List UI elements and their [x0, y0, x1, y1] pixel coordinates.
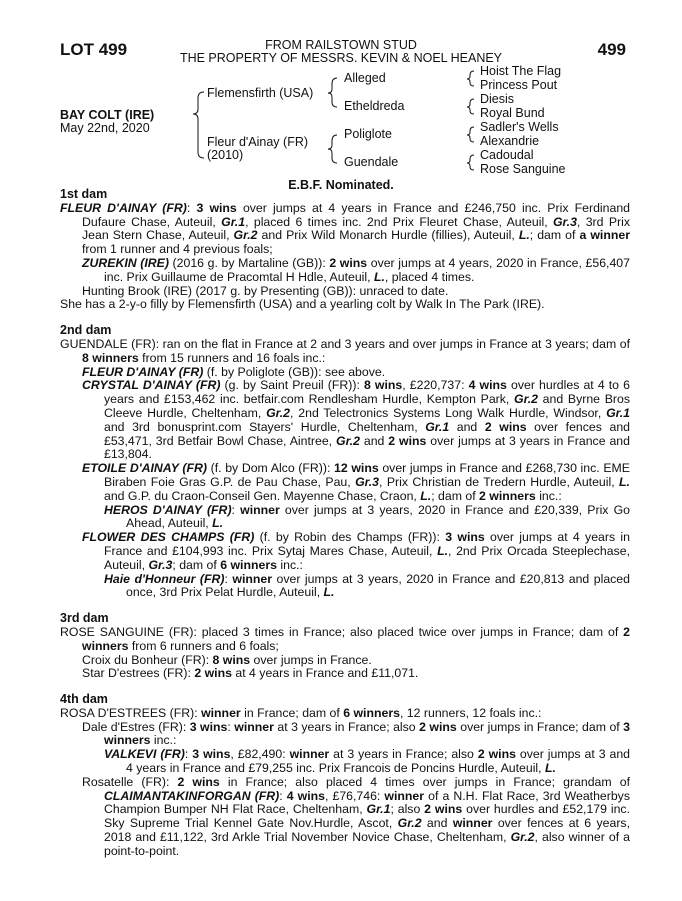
stud-name: FROM RAILSTOWN STUD — [265, 38, 417, 52]
third-dam-heading: 3rd dam — [60, 611, 109, 626]
first-dam-produce-hunting-brook: Hunting Brook (IRE) (2017 g. by Presenting (GB)): unraced to date. — [82, 283, 449, 298]
pedigree-bracket-dam — [328, 135, 337, 163]
pedigree-sire-dam: Etheldreda — [344, 99, 405, 113]
first-dam-entry: FLEUR D'AINAY (FR): 3 wins over jumps at 4 years in France and £246,750 inc. Prix Ferdinand Dufaure Chase, Auteuil, Gr.1, placed 6 times inc. 2nd Prix Fleuret Chase, Auteuil, Gr.3, 3rd Prix Jean Stern Chase, Auteuil, Gr.2 and Prix Wild Monarch Hurdle (fillies), Auteuil, L.; dam of a winner from 1 runner and 4 previous foals; — [60, 200, 631, 257]
fourth-dam-grandproduce-valkevi: VALKEVI (FR): 3 wins, £82,490: winner at 3 years in France; also 2 wins over jumps at 3 and 4 years in France and £79,255 inc. Prix Francois de Poncins Hurdle, Auteuil, L. — [104, 747, 631, 776]
property-line: THE PROPERTY OF MESSRS. KEVIN & NOEL HEANEY — [179, 51, 503, 65]
second-dam-heading: 2nd dam — [60, 323, 112, 338]
second-dam-grandproduce-haie: Haie d'Honneur (FR): winner over jumps at 3 years, 2020 in France and £20,813 and placed once, 3rd Prix Pelat Hurdle, Auteuil, L. — [104, 571, 630, 600]
pedigree-sdd: Royal Bund — [480, 106, 545, 120]
second-dam-produce-flower: FLOWER DES CHAMPS (FR) (f. by Robin des Champs (FR)): 3 wins over jumps at 4 years in France and £104,993 inc. Prix Sytaj Mares Chase, Auteuil, L., 2nd Prix Orcada Steeplechase, Auteuil, Gr.3; dam of 6 winners inc.: — [82, 530, 630, 572]
first-dam-younger-produce: She has a 2-y-o filly by Flemensfirth (USA) and a yearling colt by Walk In The Park (IRE). — [60, 297, 545, 312]
pedigree-brackets — [0, 0, 682, 190]
pedigree-sire: Flemensfirth (USA) — [207, 86, 314, 100]
third-dam-produce-croix: Croix du Bonheur (FR): 8 wins over jumps in France. — [82, 652, 372, 667]
lot-number: 499 — [597, 40, 626, 59]
pedigree-ddd: Rose Sanguine — [480, 162, 566, 176]
ebf-nominated: E.B.F. Nominated. — [288, 178, 394, 192]
second-dam-produce-etoile: ETOILE D'AINAY (FR) (f. by Dom Alco (FR)): 12 wins over jumps in France and £268,730 inc. EME Biraben Foie Gras G.P. de Pau Chase, Pau, Gr.3, Prix Christian de Tredern Hurdle, Auteuil, L. and G.P. du Craon-Conseil Gen. Mayenne Chase, Craon, L.; dam of 2 winners inc.: — [82, 461, 630, 503]
pedigree-bracket-ds — [467, 127, 474, 142]
fourth-dam-produce-dale: Dale d'Estres (FR): 3 wins: winner at 3 years in France; also 2 wins over jumps in France; dam of 3 winners inc.: — [82, 719, 631, 748]
horse-description: BAY COLT (IRE) — [60, 108, 155, 122]
pedigree-sds: Diesis — [480, 92, 515, 106]
fourth-dam-produce-rosatelle: Rosatelle (FR): 2 wins in France; also placed 4 times over jumps in France; grandam of CLAIMANTAKINFORGAN (FR): 4 wins, £76,746: winner of a N.H. Flat Race, 3rd Weatherbys Champion Bumper NH Flat Race, Cheltenham, Gr.1; also 2 wins over hurdles and £52,179 inc. Sky Supreme Trial Kennel Gate Nov.Hurdle, Ascot, Gr.2 and winner over fences at 6 years, 2018 and £11,122, 3rd Arkle Trial November Novice Chase, Cheltenham, Gr.2, also winner of a point-to-point. — [82, 774, 630, 858]
third-dam-entry: ROSE SANGUINE (FR): placed 3 times in France; also placed twice over jumps in France; dam of 2 winners from 6 runners and 6 foals; — [60, 624, 630, 653]
second-dam-grandproduce-heros: HEROS D'AINAY (FR): winner over jumps at 3 years, 2020 in France and £20,339, Prix Go Ahead, Auteuil, L. — [104, 502, 631, 531]
lot-label: LOT 499 — [60, 40, 128, 59]
pedigree-bracket-ss — [467, 71, 474, 86]
pedigree-sire-sire: Alleged — [344, 71, 386, 85]
pedigree-dam-sire: Poliglote — [344, 127, 392, 141]
pedigree-dam-year: (2010) — [207, 148, 244, 162]
fourth-dam-entry: ROSA D'ESTREES (FR): winner in France; dam of 6 winners, 12 runners, 12 foals inc.: — [60, 705, 542, 720]
pedigree-bracket-sd — [467, 99, 474, 114]
horse-foaled-date: May 22nd, 2020 — [60, 121, 150, 135]
pedigree-sss: Hoist The Flag — [480, 64, 562, 78]
pedigree-bracket-dd — [467, 155, 474, 170]
pedigree-dsd: Alexandrie — [480, 134, 540, 148]
pedigree-bracket-sire — [328, 78, 337, 107]
second-dam-produce-crystal: CRYSTAL D'AINAY (FR) (g. by Saint Preuil (FR)): 8 wins, £220,737: 4 wins over hurdles at 4 to 6 years and £153,462 inc. betfair.com Rendlesham Hurdle, Kempton Park, Gr.2 and Byrne Bros Cleeve Hurdle, Cheltenham, Gr.2, 2nd Telectronics Systems Long Walk Hurdle, Windsor, Gr.1 and 3rd bonusprint.com Stayers' Hurdle, Cheltenham, Gr.1 and 2 wins over fences and £53,471, 3rd Betfair Bowl Chase, Aintree, Gr.2 and 2 wins over jumps at 3 years in France and £13,804. — [82, 378, 630, 462]
pedigree-dds: Cadoudal — [480, 148, 534, 162]
third-dam-produce-star: Star D'estrees (FR): 2 wins at 4 years in France and £11,071. — [82, 666, 419, 681]
produce-record — [60, 188, 630, 859]
pedigree-dss: Sadler's Wells — [480, 120, 559, 134]
pedigree-ssd: Princess Pout — [480, 78, 558, 92]
pedigree-dam: Fleur d'Ainay (FR) — [207, 135, 309, 149]
fourth-dam-heading: 4th dam — [60, 692, 108, 707]
second-dam-entry: GUENDALE (FR): ran on the flat in France at 2 and 3 years and over jumps in France at 3 years; dam of 8 winners from 15 runners and 16 foals inc.: — [60, 336, 630, 365]
second-dam-produce-fleur: FLEUR D'AINAY (FR) (f. by Poliglote (GB)): see above. — [82, 364, 386, 379]
pedigree-dam-dam: Guendale — [344, 155, 399, 169]
first-dam-heading: 1st dam — [60, 187, 108, 201]
pedigree-bracket-gen1 — [193, 92, 204, 158]
first-dam-produce-zurekin: ZUREKIN (IRE) (2016 g. by Martaline (GB)): 2 wins over jumps at 4 years, 2020 in France, £56,407 inc. Prix Guillaume de Pracomtal H Hdle, Auteuil, L., placed 4 times. — [82, 255, 630, 284]
